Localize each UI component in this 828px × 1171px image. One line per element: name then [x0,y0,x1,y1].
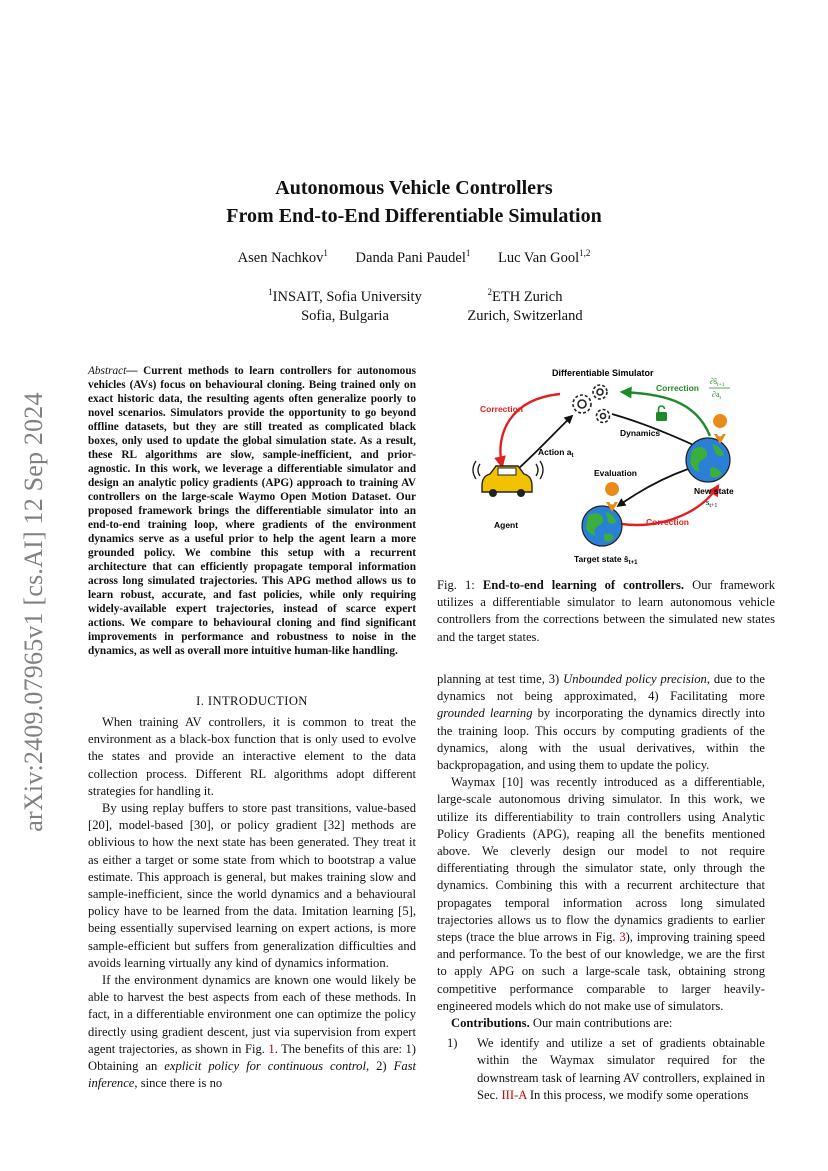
figure-ref-link[interactable]: 1 [268,1041,275,1056]
author: Asen Nachkov$^1$ [237,248,328,266]
affiliation-2: $^2$ETH Zurich Zurich, Switzerland [467,287,583,324]
label-dynamics: Dynamics [620,428,661,438]
right-column-text [437,671,765,1104]
figure-1-caption: Fig. 1: End-to-end learning of controllers. Our framework utilizes a differentiable simulator to learn autonomous vehicle controllers from the corrections between the simulated new states and the target states. [437,578,775,644]
label-new-state: New state [694,486,734,496]
label-action: Action $a_t$ [538,447,574,459]
label-grad-den: $\partial a_t$ [712,390,722,401]
contributions-heading: Contributions. Our main contributions are: [451,1016,673,1031]
paragraph: When training AV controllers, it is common to treat the environment as a black-box function that is only used to evolve the states and provide an interactive element to the data collection process. Different RL algorithms adopt different strategies for handling it. [88,715,416,798]
arxiv-watermark: arXiv:2409.07965v1 [cs.AI] 12 Sep 2024 [19,392,48,832]
paragraph: Waymax [10] was recently introduced as a differentiable, large-scale autonomous driving simulator. In this work, we utilize its differentiability to train controllers using Analytic Policy Gradients (APG), reaping all the benefits mentioned above. We cleverly design our model to not require differentiating through the simulator state, only through the dynamics. Combining this with a recurrent architecture that propagates temporal information across long simulated trajectories allows us to flow the dynamics gradients to earlier steps (trace the blue arrows in Fig. 3), improving training speed and performance. To the best of our knowledge, we are the first to apply APG on such a large-scale task, obtaining strong competitive performance comparable to larger heavily-engineered models which do not make use of simulators. [437,775,766,1013]
author: Danda Pani Paudel$^1$ [355,248,471,266]
car-icon [473,461,543,497]
label-correction-top: Correction [656,383,699,393]
paragraph: planning at test time, 3) Unbounded policy precision, due to the dynamics not being approximated, 4) Facilitating more grounded learning by incorporating the dynamics directly into the training loop. This occurs by computing gradients of the dynamics, along with the usual derivatives, within the backpropagation, and using them to update the policy. [437,672,765,773]
figure-1-diagram [460,364,760,570]
globe-icon-target-state [582,482,622,546]
label-grad-num: $\partial ŝ_{t+1}$ [710,377,725,388]
introduction-text [88,714,416,1092]
label-new-state-symbol: $s_{t+1}$ [706,497,718,509]
label-agent: Agent [494,520,519,530]
paragraph: If the environment dynamics are known one would likely be able to harvest the best aspects from each of these methods. In fact, in a differentiable environment one can optimize the policy directly using gradient descent, just via supervision from expert agent trajectories, as shown in Fig. 1. The benefits of this are: 1) Obtaining an explicit policy for continuous control, 2) Fast inference, since there is no [88,973,417,1091]
paragraph: By using replay buffers to store past transitions, value-based [20], model-based [30], or policy gradient [32] methods are oblivious to how the next state has been generated. They treat it as either a target or some state from which to bootstrap a value estimate. This approach is general, but makes training slow and sample-inefficient, since the world dynamics and a behavioural policy have to be learned from the data. Imitation learning [5], being essentially supervised learning on expert actions, is more sample-efficient but suffers from generalization difficulties and avoids learning virtually any kind of dynamics information. [88,801,416,970]
abstract-label: Abstract [88,365,127,377]
abstract-text: — Current methods to learn controllers for autonomous vehicles (AVs) focus on behavioural cloning. Being trained only on exact historic data, the resulting agents often generalize poorly to novel scenarios. Simulators provide the opportunity to go beyond offline datasets, but they are still treated as complicated black boxes, only used to update the global simulation state. As a result, these RL algorithms are slow, sample-inefficient, and prior-agnostic. In this work, we leverage a differentiable simulator and design an analytic policy gradients (APG) approach to training AV controllers on the large-scale Waymo Open Motion Dataset. Our proposed framework brings the differentiable simulator into an end-to-end training loop, where gradients of the environment dynamics serve as a useful prior to help the agent learn a more grounded policy. We combine this setup with a recurrent architecture that can efficiently propagate temporal information across long simulated trajectories. This APG method allows us to learn robust, accurate, and fast policies, while only requiring widely-available expert trajectories, instead of scarce expert actions. We compare to behavioural cloning and find significant improvements in performance and robustness to noise in the dynamics, as well as overall more intuitive human-like handling. [88,365,416,657]
label-evaluation: Evaluation [594,468,637,478]
section-heading-introduction: I. INTRODUCTION [196,694,308,708]
label-correction-bottom: Correction [646,517,689,527]
list-item: 1) We identify and utilize a set of gradients obtainable within the Waymax simulator required for the downstream task of learning AV controllers, explained in Sec. III-A In this process, we modify some operations [447,1036,765,1102]
globe-icon-new-state [686,414,730,482]
affiliation-1: $^1$INSAIT, Sofia University Sofia, Bulgaria [268,287,422,324]
gears-icon [573,385,610,423]
action-arrow [518,416,572,469]
author-list [0,250,828,267]
paper-title: Autonomous Vehicle Controllers From End-to-End Differentiable Simulation [226,177,602,227]
label-correction-left: Correction [480,404,523,414]
section-ref-link[interactable]: III-A [501,1087,527,1102]
label-simulator: Differentiable Simulator [552,368,654,378]
figure-ref-link[interactable]: 3 [619,930,626,945]
author: Luc Van Gool$^{1,2}$ [498,248,591,266]
lock-icon [656,406,667,421]
label-target-state: Target state $ŝ_{t+1}$ [574,554,638,566]
abstract [88,364,416,658]
